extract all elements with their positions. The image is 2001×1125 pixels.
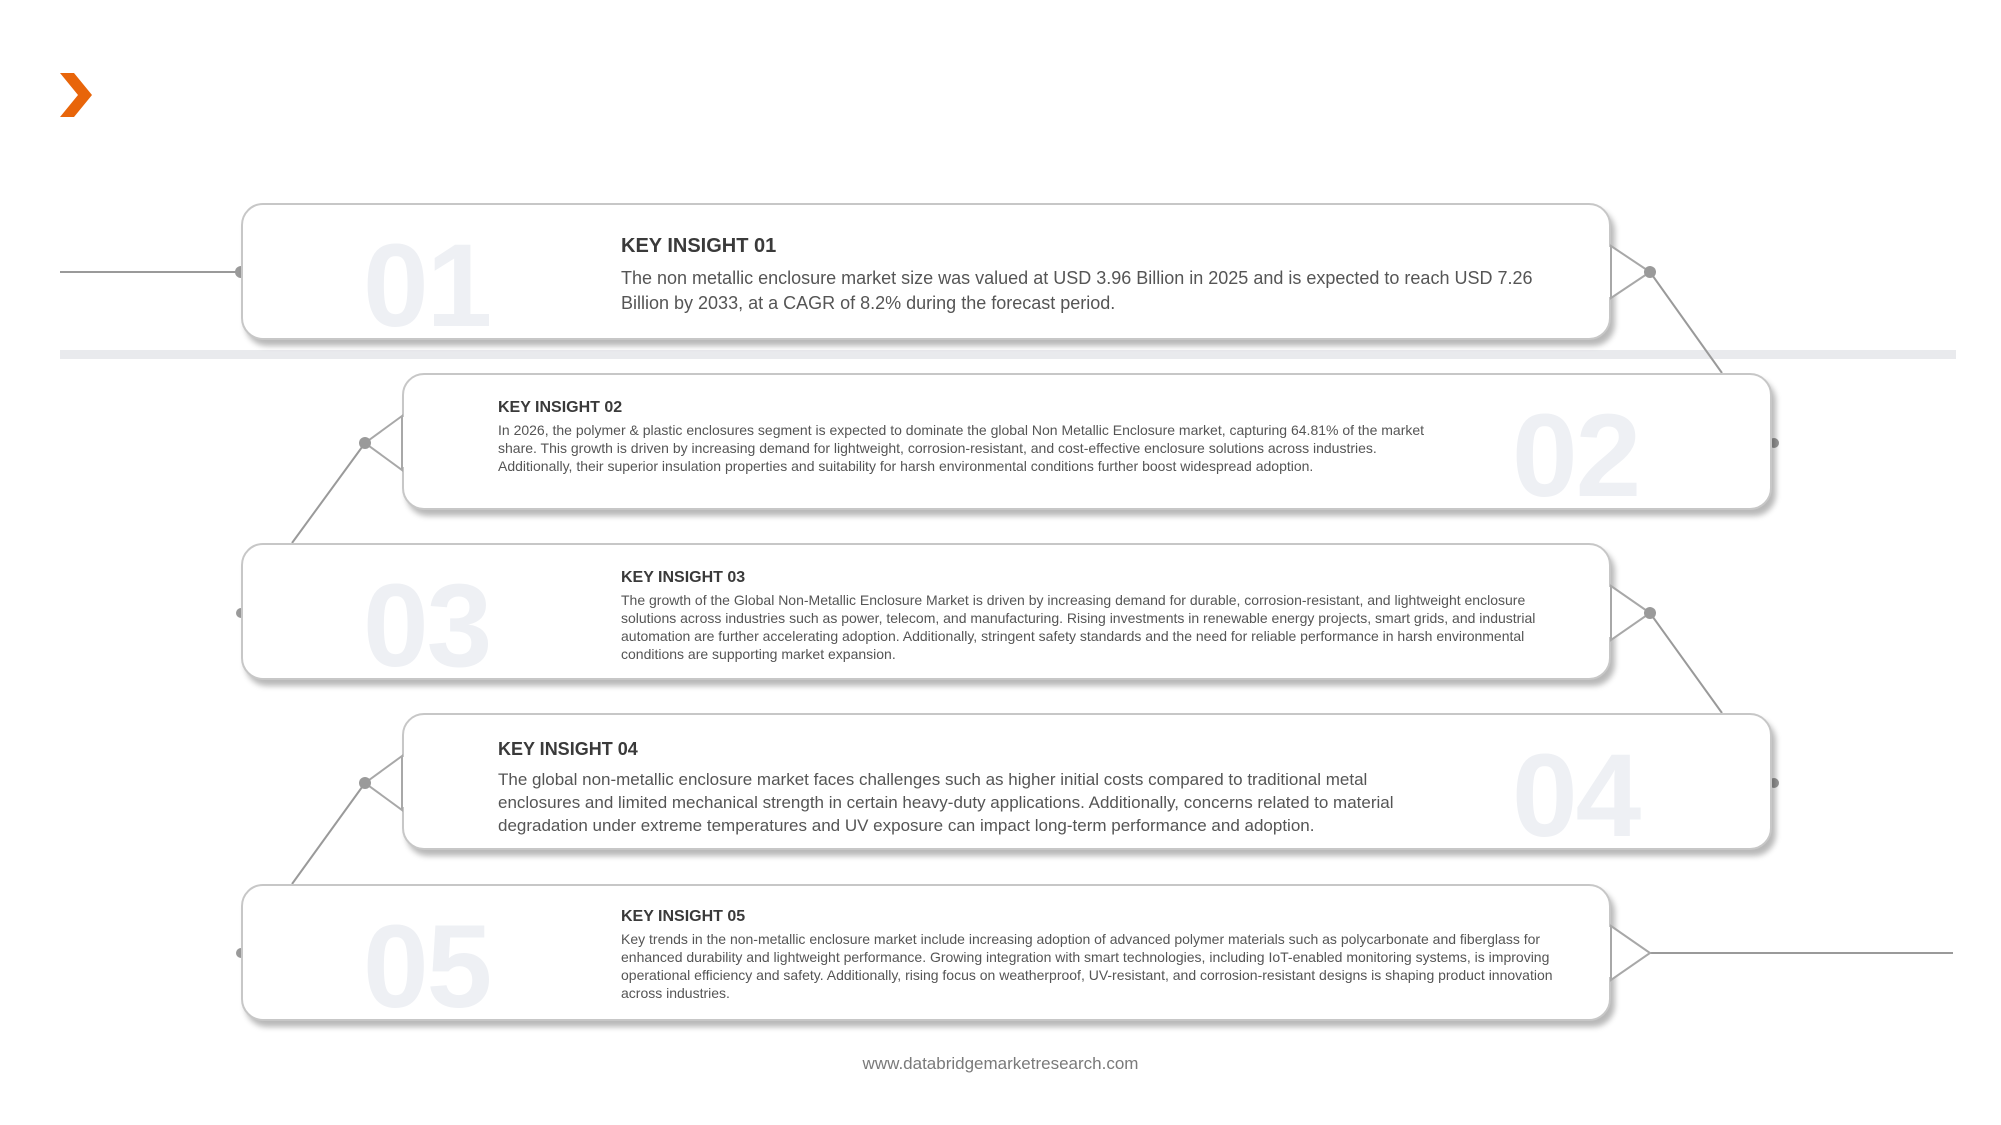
insight-heading-1: KEY INSIGHT 01 <box>621 235 777 257</box>
insight-number-3: 03 <box>363 560 491 680</box>
footer-website: www.databridgemarketresearch.com <box>862 1054 1139 1073</box>
insight-card-4 <box>402 713 1772 850</box>
insight-card-3 <box>241 543 1611 680</box>
insight-number-4: 04 <box>1512 730 1640 850</box>
insight-text-1: The non metallic enclosure market size was valued at USD 3.96 Billion in 2025 and is expected to reach USD 7.26 Billion by 2033, at a CAGR of 8.2% during the forecast period. <box>621 268 1533 313</box>
insight-number-5: 05 <box>363 901 491 1021</box>
insight-number-2: 02 <box>1512 390 1640 510</box>
insight-number-1: 01 <box>363 220 491 340</box>
insight-heading-4: KEY INSIGHT 04 <box>498 739 638 759</box>
insight-card-1 <box>241 203 1611 340</box>
insight-heading-3: KEY INSIGHT 03 <box>621 569 746 586</box>
insight-heading-5: KEY INSIGHT 05 <box>621 908 746 925</box>
insight-text-5: Key trends in the non-metallic enclosure market include increasing adoption of advanced polymer materials such as polycarbonate and fiberglass for enhanced durability and lightweight performance. Growing integration with smart technologies, including IoT-enabled monitoring systems, is improving operational efficiency and safety. Additionally, rising focus on weatherproof, UV-resistant, and corrosion-resistant designs is shaping product innovation across industries. <box>621 931 1553 1001</box>
insight-heading-2: KEY INSIGHT 02 <box>498 399 623 416</box>
insight-text-4: The global non-metallic enclosure market faces challenges such as higher initial costs compared to traditional metal enclosures and limited mechanical strength in certain heavy-duty applications. Additionally, concerns related to material degradation under extreme temperatures and UV exposure can impact long-term performance and adoption. <box>498 770 1394 835</box>
insight-text-3: The growth of the Global Non-Metallic Enclosure Market is driven by increasing demand for durable, corrosion-resistant, and lightweight enclosure solutions across industries such as power, telecom, and manufacturing. Rising investments in renewable energy projects, smart grids, and industrial automation are further accelerating adoption. Additionally, stringent safety standards and the need for reliable performance in harsh environmental conditions are supporting market expansion. <box>621 592 1536 662</box>
insight-text-2: In 2026, the polymer & plastic enclosures segment is expected to dominate the global Non Metallic Enclosure market, capturing 64.81% of the market share. This growth is driven by increasing demand for lightweight, corrosion-resistant, and cost-effective enclosure solutions across industries. Additionally, their superior insulation properties and suitability for harsh environmental conditions further boost widespread adoption. <box>498 422 1425 474</box>
insight-card-2 <box>402 373 1772 510</box>
insight-card-5 <box>241 884 1611 1021</box>
